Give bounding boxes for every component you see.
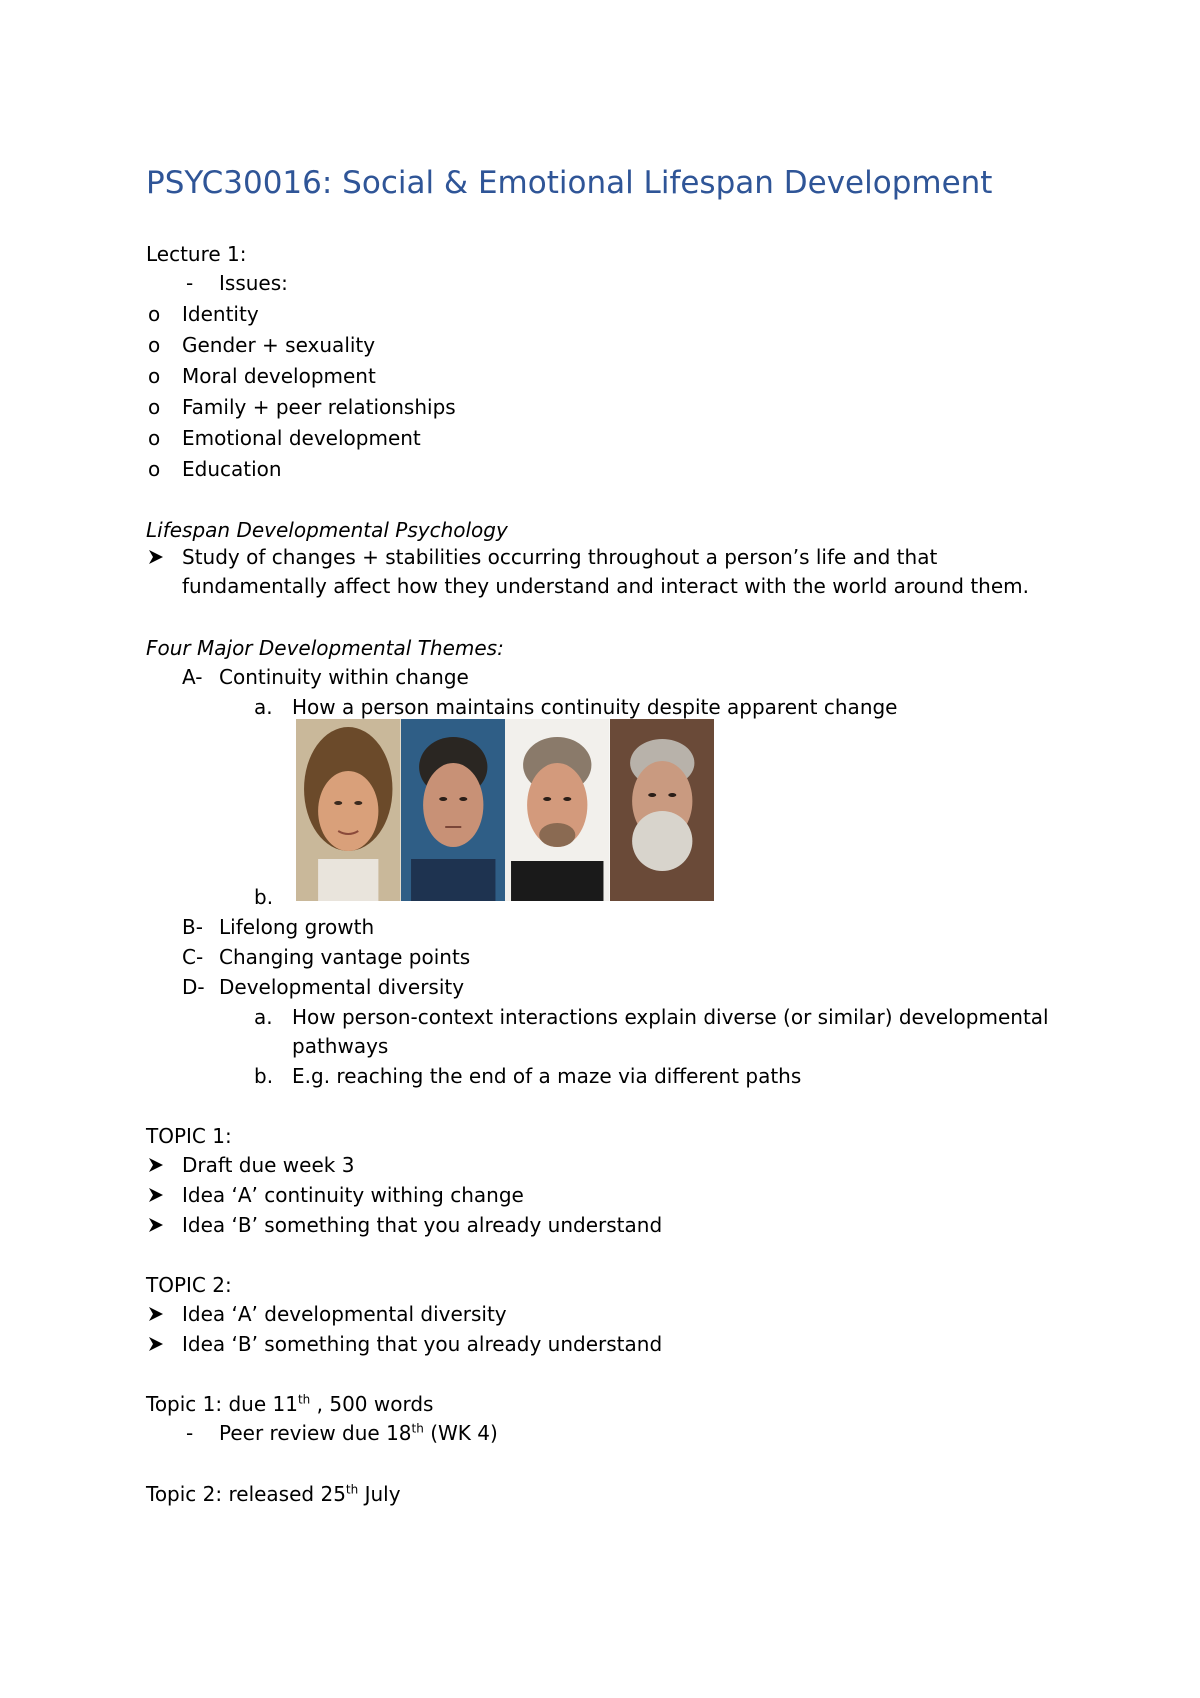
- ordinal-suffix: th: [297, 1392, 311, 1407]
- face-aging-image: [296, 719, 714, 901]
- peer-review-line: [219, 1420, 498, 1446]
- issues-label: Issues:: [219, 271, 288, 295]
- arrow-bullet-icon: [148, 1306, 164, 1322]
- arrow-bullet-icon: [148, 1336, 164, 1352]
- circle-bullet-icon: o: [148, 333, 161, 357]
- theme-item: Developmental diversity: [219, 975, 465, 999]
- face-adult-photo: [401, 719, 506, 901]
- ordinal-suffix: th: [411, 1421, 424, 1436]
- peer-review-week: (WK 4): [423, 1421, 498, 1445]
- dash-bullet: -: [186, 1421, 194, 1445]
- sub-item: pathways: [292, 1034, 389, 1058]
- theme-marker: D-: [182, 975, 205, 999]
- issue-item: Emotional development: [182, 426, 421, 450]
- face-young-photo: [296, 719, 401, 901]
- lifespan-definition-line: Study of changes + stabilities occurring throughout a person’s life and that: [182, 545, 938, 569]
- issue-item: Identity: [182, 302, 259, 326]
- theme-marker: A-: [182, 665, 203, 689]
- sub-marker: a.: [254, 1005, 273, 1029]
- theme-marker: C-: [182, 945, 204, 969]
- circle-bullet-icon: o: [148, 457, 161, 481]
- topic2-release-line: [146, 1481, 401, 1507]
- topic1-item: Idea ‘A’ continuity withing change: [182, 1183, 524, 1207]
- issue-item: Education: [182, 457, 282, 481]
- topic2-release-text: Topic 2: released 25: [146, 1482, 346, 1506]
- lifespan-definition-line: fundamentally affect how they understand and interact with the world around them.: [182, 574, 1029, 598]
- theme-item: Changing vantage points: [219, 945, 471, 969]
- issue-item: Moral development: [182, 364, 376, 388]
- circle-bullet-icon: o: [148, 364, 161, 388]
- sub-item: E.g. reaching the end of a maze via different paths: [292, 1064, 802, 1088]
- topic1-due-line: [146, 1391, 433, 1417]
- sub-marker: b.: [254, 1064, 274, 1088]
- sub-item: How person-context interactions explain diverse (or similar) developmental: [292, 1005, 1049, 1029]
- circle-bullet-icon: o: [148, 395, 161, 419]
- ordinal-suffix: th: [345, 1482, 359, 1497]
- topic2-heading: TOPIC 2:: [146, 1273, 232, 1297]
- theme-marker: B-: [182, 915, 203, 939]
- face-middle-age-photo: [505, 719, 610, 901]
- theme-item: Continuity within change: [219, 665, 469, 689]
- circle-bullet-icon: o: [148, 302, 161, 326]
- topic1-due-words: , 500 words: [310, 1392, 434, 1416]
- themes-heading: Four Major Developmental Themes:: [146, 636, 504, 660]
- page-title: PSYC30016: Social & Emotional Lifespan Development: [146, 165, 993, 201]
- topic2-item: Idea ‘A’ developmental diversity: [182, 1302, 507, 1326]
- issue-item: Gender + sexuality: [182, 333, 376, 357]
- peer-review-text: Peer review due 18: [219, 1421, 412, 1445]
- face-elderly-photo: [610, 719, 715, 901]
- topic1-due-text: Topic 1: due 11: [146, 1392, 298, 1416]
- topic1-item: Draft due week 3: [182, 1153, 355, 1177]
- lifespan-heading: Lifespan Developmental Psychology: [146, 518, 508, 542]
- circle-bullet-icon: o: [148, 426, 161, 450]
- theme-item: Lifelong growth: [219, 915, 375, 939]
- issue-item: Family + peer relationships: [182, 395, 456, 419]
- lecture-heading: Lecture 1:: [146, 242, 247, 266]
- sub-item: How a person maintains continuity despite apparent change: [292, 695, 898, 719]
- arrow-bullet-icon: [148, 549, 164, 565]
- topic1-item: Idea ‘B’ something that you already understand: [182, 1213, 663, 1237]
- topic2-item: Idea ‘B’ something that you already understand: [182, 1332, 663, 1356]
- sub-marker: b.: [254, 885, 274, 909]
- arrow-bullet-icon: [148, 1157, 164, 1173]
- topic2-release-month: July: [358, 1482, 401, 1506]
- arrow-bullet-icon: [148, 1217, 164, 1233]
- sub-marker: a.: [254, 695, 273, 719]
- dash-bullet: -: [186, 271, 194, 295]
- topic1-heading: TOPIC 1:: [146, 1124, 232, 1148]
- arrow-bullet-icon: [148, 1187, 164, 1203]
